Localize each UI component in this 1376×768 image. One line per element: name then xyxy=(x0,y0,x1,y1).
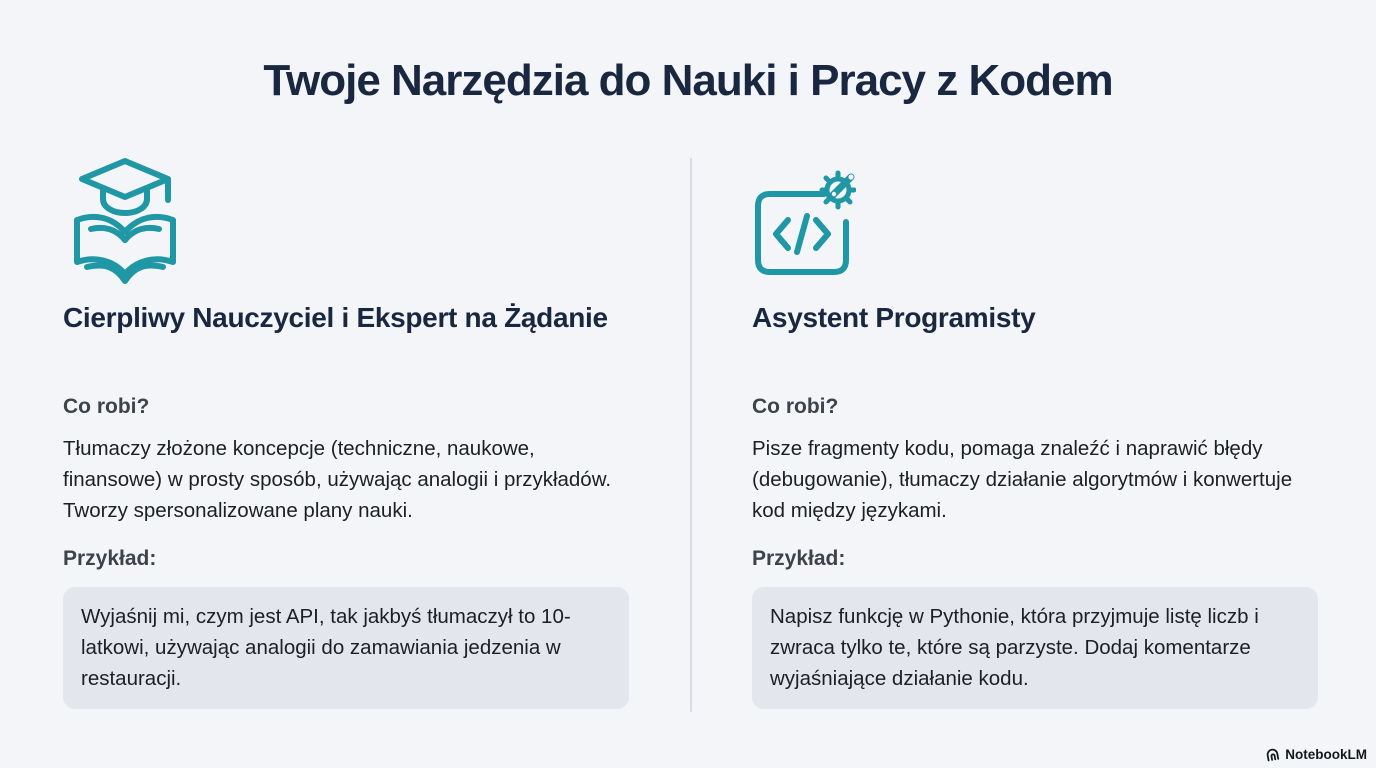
programmer-column xyxy=(752,150,1318,728)
page-title: Twoje Narzędzia do Nauki i Pracy z Kodem xyxy=(263,56,1113,105)
example-text: Napisz funkcję w Pythonie, która przyjmuje listę liczb i zwraca tylko te, które są parzyste. Dodaj komentarze wyjaśniające działanie kodu. xyxy=(770,605,1259,690)
column-heading: Cierpliwy Nauczyciel i Ekspert na Żądanie xyxy=(63,302,608,333)
what-text: Tłumaczy złożone koncepcje (techniczne, naukowe, finansowe) w prosty sposób, używając analogii i przykładów. Tworzy spersonalizowane plany nauki. xyxy=(63,437,612,523)
example-label: Przykład: xyxy=(63,547,157,570)
notebooklm-badge xyxy=(1265,747,1367,762)
notebooklm-logo-icon xyxy=(1265,747,1280,762)
example-text: Wyjaśnij mi, czym jest API, tak jakbyś tłumaczył to 10-latkowi, używając analogii do zamawiania jedzenia w restauracji. xyxy=(81,605,571,690)
example-label: Przykład: xyxy=(752,547,846,570)
example-box xyxy=(752,587,1318,709)
what-label: Co robi? xyxy=(752,395,839,418)
column-divider xyxy=(690,158,692,712)
teacher-column xyxy=(63,150,629,728)
graduation-cap-book-icon xyxy=(65,154,185,284)
brand-label: NotebookLM xyxy=(1285,747,1367,762)
what-label: Co robi? xyxy=(63,395,150,418)
example-box xyxy=(63,587,629,709)
column-heading: Asystent Programisty xyxy=(752,302,1036,333)
what-text: Pisze fragmenty kodu, pomaga znaleźć i naprawić błędy (debugowanie), tłumaczy działanie algorytmów i konwertuje kod między językami. xyxy=(752,437,1293,523)
code-gear-wrench-icon xyxy=(752,164,856,278)
